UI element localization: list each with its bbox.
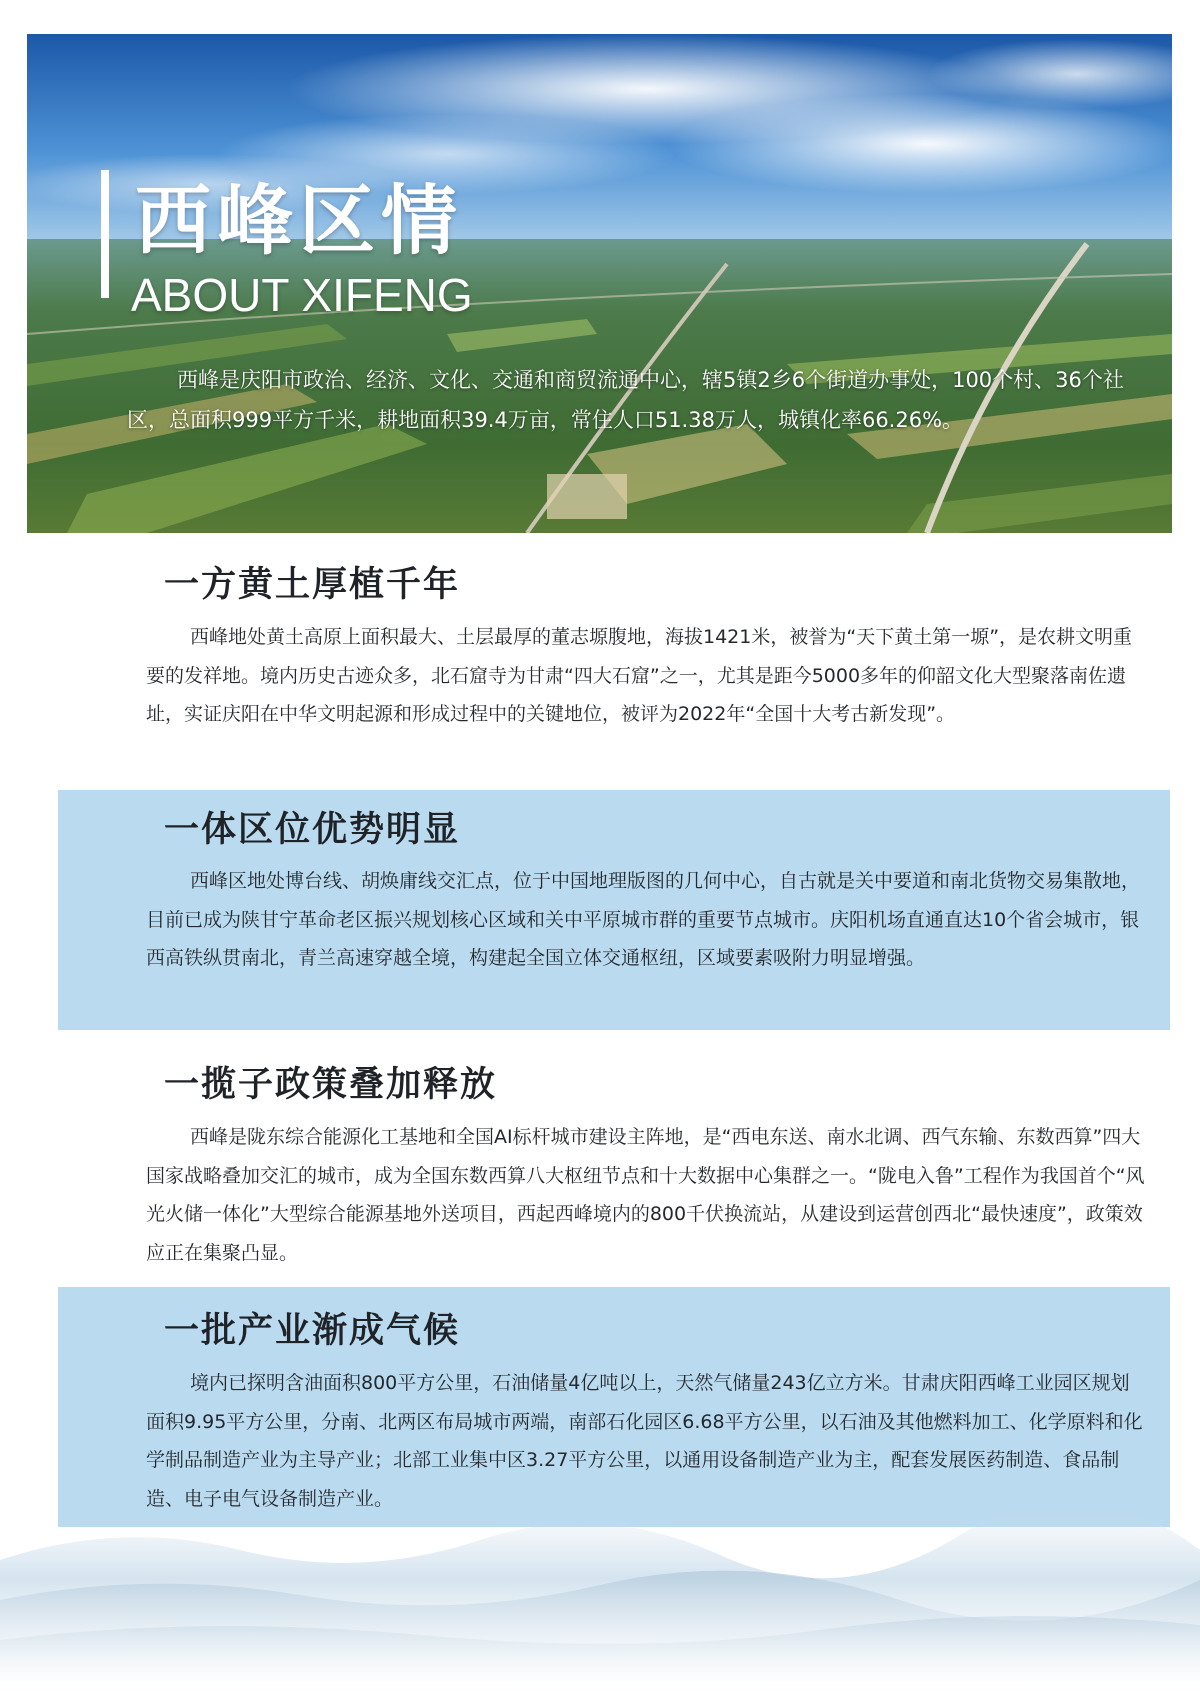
section-policy (58, 1055, 1170, 1265)
title-accent-bar (101, 170, 109, 298)
section-loess (58, 555, 1170, 765)
section-heading: 一揽子政策叠加释放 (164, 1065, 498, 1105)
section-heading: 一方黄土厚植千年 (164, 565, 461, 605)
section-body: 西峰是陇东综合能源化工基地和全国AI标杆城市建设主阵地，是“西电东送、南水北调、西气东输、东数西算”四大国家战略叠加交汇的城市，成为全国东数西算八大枢纽节点和十大数据中心集群之一。“陇电入鲁”工程作为我国首个“风光火储一体化”大型综合能源基地外送项目，西起西峰境内的800千伏换流站，从建设到运营创西北“最快速度”，政策效应正在集聚凸显。 (146, 1126, 1145, 1264)
intro-paragraph: 西峰是庆阳市政治、经济、文化、交通和商贸流通中心，辖5镇2乡6个街道办事处，100个村、36个社区，总面积999平方千米，耕地面积39.4万亩，常住人口51.38万人，城镇化率66.26%。 (127, 368, 1124, 432)
misty-mountains-decoration (0, 1480, 1200, 1696)
section-body: 境内已探明含油面积800平方公里，石油储量4亿吨以上，天然气储量243亿立方米。甘肃庆阳西峰工业园区规划面积9.95平方公里，分南、北两区布局城市两端，南部石化园区6.68平方公里，以石油及其他燃料加工、化学原料和化学制品制造产业为主导产业；北部工业集中区3.27平方公里，以通用设备制造产业为主，配套发展医药制造、食品制造、电子电气设备制造产业。 (146, 1372, 1143, 1510)
section-heading: 一批产业渐成气候 (164, 1311, 461, 1351)
section-body: 西峰区地处博台线、胡焕庸线交汇点，位于中国地理版图的几何中心，自古就是关中要道和南北货物交易集散地，目前已成为陕甘宁革命老区振兴规划核心区域和关中平原城市群的重要节点城市。庆阳机场直通直达10个省会城市，银西高铁纵贯南北，青兰高速穿越全境，构建起全国立体交通枢纽，区域要素吸附力明显增强。 (146, 870, 1141, 969)
page-subtitle: ABOUT XIFENG (131, 269, 473, 321)
section-heading: 一体区位优势明显 (164, 810, 461, 850)
section-body: 西峰地处黄土高原上面积最大、土层最厚的董志塬腹地，海拔1421米，被誉为“天下黄土第一塬”，是农耕文明重要的发祥地。境内历史古迹众多，北石窟寺为甘肃“四大石窟”之一，尤其是距今5000多年的仰韶文化大型聚落南佐遗址，实证庆阳在中华文明起源和形成过程中的关键地位，被评为2022年“全国十大考古新发现”。 (146, 626, 1133, 725)
section-location (58, 790, 1170, 1030)
page-title: 西峰区情 (135, 176, 463, 265)
hero-aerial-photo (27, 34, 1172, 533)
